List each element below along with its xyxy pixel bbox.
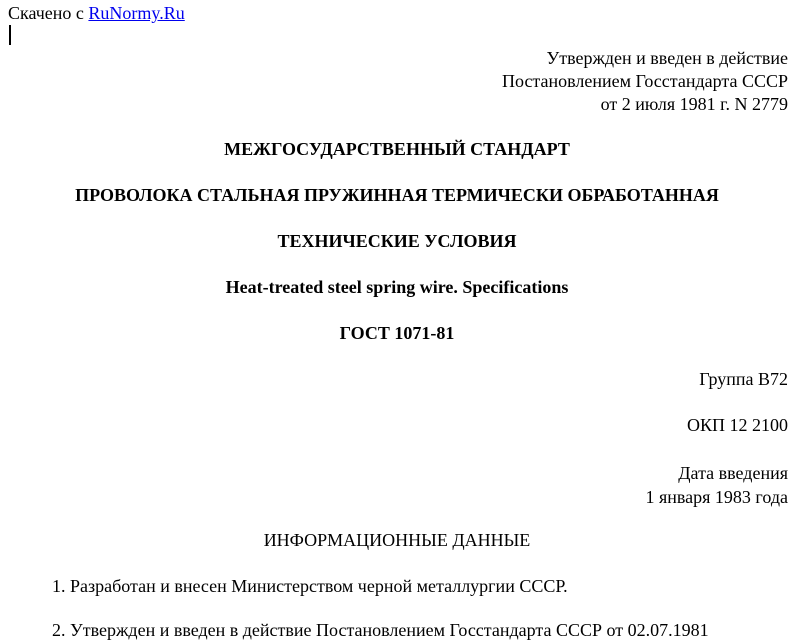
intro-date-block [645, 461, 788, 509]
source-link[interactable]: RuNormy.Ru [88, 3, 185, 23]
title-en: Heat-treated steel spring wire. Specifications [225, 277, 569, 297]
info-item-2: 2. Утвержден и введен в действие Постановлением Госстандарта СССР от 02.07.1981 [52, 620, 709, 640]
text-cursor [9, 25, 11, 45]
title-ru-line-1: ПРОВОЛОКА СТАЛЬНАЯ ПРУЖИННАЯ ТЕРМИЧЕСКИ ОБРАБОТАННАЯ [75, 185, 719, 205]
source-line [8, 3, 185, 24]
source-prefix: Скачено с [8, 3, 84, 23]
approval-block [502, 47, 788, 116]
approval-line-1: Утвержден и введен в действие [546, 48, 788, 68]
gost-number: ГОСТ 1071-81 [339, 323, 455, 343]
intro-date-value: 1 января 1983 года [645, 487, 788, 507]
approval-line-2: Постановлением Госстандарта СССР [502, 71, 788, 91]
title-ru-line-2: ТЕХНИЧЕСКИЕ УСЛОВИЯ [277, 231, 517, 251]
okp-code: ОКП 12 2100 [686, 415, 788, 435]
standard-type: МЕЖГОСУДАРСТВЕННЫЙ СТАНДАРТ [224, 139, 570, 159]
info-item-1: 1. Разработан и внесен Министерством черной металлургии СССР. [52, 576, 568, 596]
group-code: Группа В72 [699, 369, 788, 389]
info-heading: ИНФОРМАЦИОННЫЕ ДАННЫЕ [263, 530, 531, 550]
approval-line-3: от 2 июля 1981 г. N 2779 [600, 94, 788, 114]
intro-date-label: Дата введения [678, 463, 788, 483]
